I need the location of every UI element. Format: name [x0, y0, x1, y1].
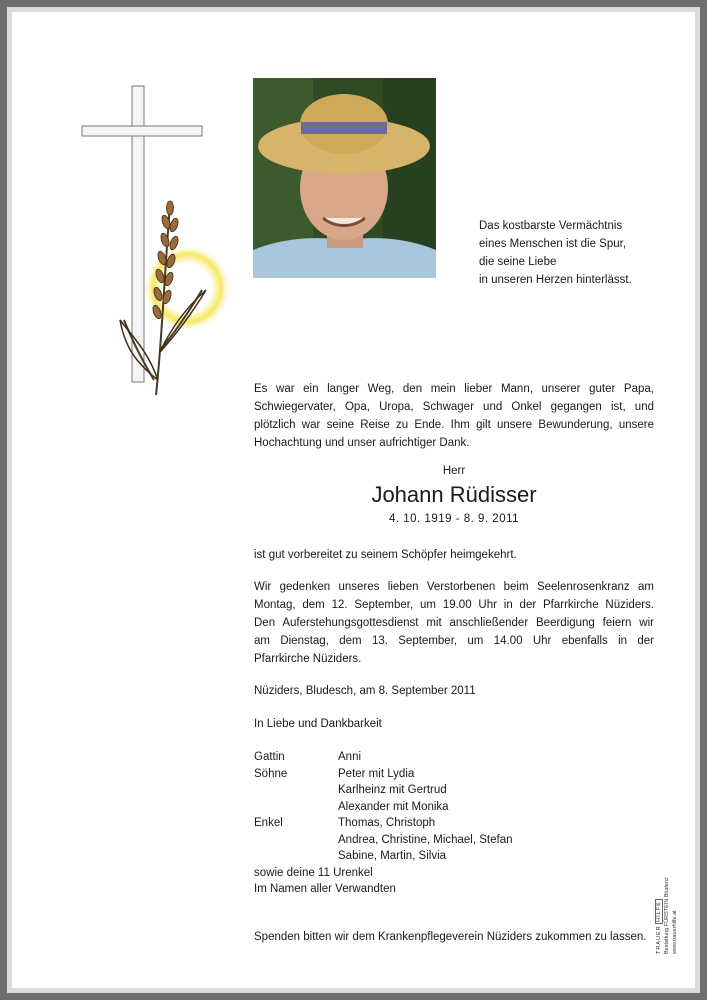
service-line: Pfarrkirche Nüziders. — [254, 653, 362, 665]
cross-wheat-illustration — [62, 80, 232, 400]
funeral-home-logo — [655, 866, 681, 954]
logo-brand-2: HILFE — [656, 901, 662, 922]
logo-url: www.trauerhilfe.at — [672, 910, 678, 954]
creator-line: ist gut vorbereitet zu seinem Schöpfer heimgekehrt. — [254, 549, 517, 561]
place-date: Nüziders, Bludesch, am 8. September 2011 — [254, 685, 476, 697]
portrait-photo — [253, 78, 436, 278]
quote-block — [479, 217, 632, 289]
intro-line: Hochachtung und unser aufrichtiger Dank. — [254, 437, 470, 449]
closing-line: In Liebe und Dankbarkeit — [254, 718, 382, 730]
son-entry: Karlheinz mit Gertrud — [338, 784, 447, 796]
quote-line: eines Menschen ist die Spur, — [479, 238, 627, 250]
son-entry: Alexander mit Monika — [338, 800, 449, 813]
intro-line: Schwiegervater, Opa, Uropa, Schwager und Onkel gegangen ist, und — [254, 401, 654, 413]
cross-icon — [82, 86, 202, 382]
intro-line: Es war ein langer Weg, den mein lieber Mann, unserer guter Papa, — [254, 383, 654, 395]
service-line: am Dienstag, dem 13. September, um 14.00 Uhr ebenfalls in der — [254, 635, 654, 647]
name-gattin: Anni — [338, 751, 362, 763]
grandchild-entry: Thomas, Christoph — [338, 817, 436, 829]
urenkel-line: sowie deine 11 Urenkel — [254, 866, 373, 879]
names-enkel — [338, 815, 513, 865]
life-dates: 4. 10. 1919 - 8. 9. 2011 — [388, 513, 520, 525]
grandchild-entry: Andrea, Christine, Michael, Stefan — [338, 833, 513, 846]
verwandte-line: Im Namen aller Verwandten — [254, 883, 396, 895]
label-gattin: Gattin — [254, 751, 285, 763]
service-line: Montag, dem 12. September, um 19.00 Uhr in der Pfarrkirche Nüziders. — [254, 599, 654, 611]
salutation: Herr — [442, 465, 466, 477]
grandchild-entry: Sabine, Martin, Silvia — [338, 850, 447, 862]
intro-paragraph — [254, 380, 654, 452]
service-paragraph — [254, 578, 654, 668]
logo-line-3: FÜRSTEIN Bludenz — [664, 877, 670, 927]
label-soehne: Söhne — [254, 767, 288, 780]
label-enkel: Enkel — [254, 817, 283, 829]
donation-line: Spenden bitten wir dem Krankenpflegeverein Nüziders zukommen zu lassen. — [254, 931, 647, 943]
quote-line: Das kostbarste Vermächtnis — [479, 220, 623, 232]
names-soehne — [338, 766, 449, 816]
service-line: Wir gedenken unseres lieben Verstorbenen beim Seelenrosenkranz am — [254, 581, 654, 593]
intro-line: plötzlich war seine Reise zu Ende. Ihm gilt unsere Bewunderung, unsere — [254, 419, 654, 431]
quote-line: die seine Liebe — [479, 256, 557, 268]
son-entry: Peter mit Lydia — [338, 767, 415, 780]
deceased-name: Johann Rüdisser — [371, 482, 537, 507]
logo-line: Bestattung — [664, 927, 670, 954]
logo-brand: TRAUER — [656, 925, 662, 954]
quote-line: in unseren Herzen hinterlässt. — [479, 274, 632, 286]
service-line: Den Auferstehungsgottesdienst mit anschließender Beerdigung feiern wir — [254, 617, 654, 629]
